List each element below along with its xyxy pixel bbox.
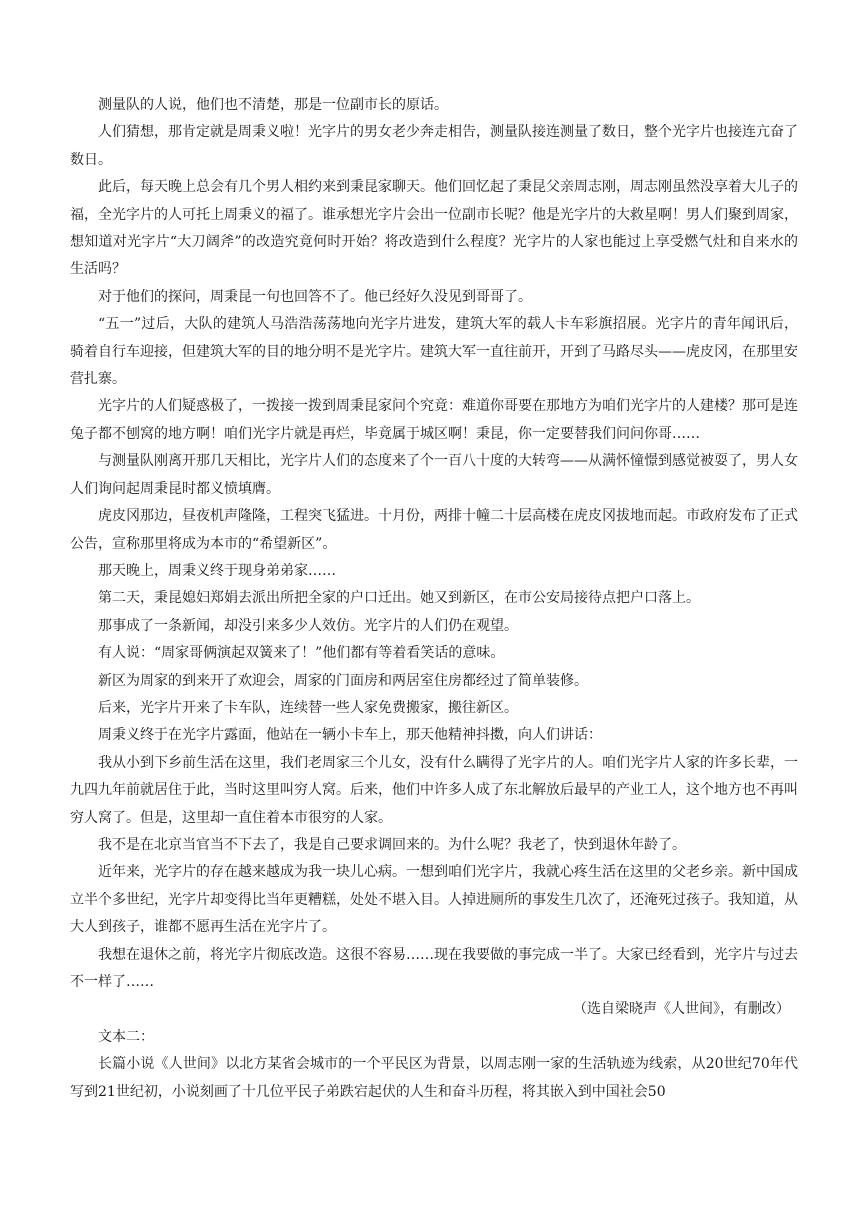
text-two-paragraph-1: 长篇小说《人世间》以北方某省会城市的一个平民区为背景，以周志刚一家的生活轨迹为线索，从20世纪70年代写到21世纪初，小说刻画了十几位平民子弟跌宕起伏的人生和奋斗历程，将其嵌入到中国社会50 [70, 1056, 798, 1100]
document-page [70, 92, 798, 1106]
paragraph-1: 测量队的人说，他们也不清楚，那是一位副市长的原话。 [98, 97, 448, 113]
paragraph-11: 那事成了一条新闻，却没引来多少人效仿。光字片的人们仍在观望。 [98, 617, 518, 634]
paragraph-13: 新区为周家的到来开了欢迎会，周家的门面房和两居室住房都经过了简单装修。 [98, 672, 588, 689]
paragraph-3: 此后，每天晚上总会有几个男人相约来到秉昆家聊天。他们回忆起了秉昆父亲周志刚，周志刚虽然没享着大儿子的福，全光字片的人可托上周秉义的福了。谁承想光字片会出一位副市长呢？他是光字片的大救星啊！男人们聚到周家，想知道对光字片“大刀阔斧”的改造究竟何时开始？将改造到什么程度？光字片的人家也能过上享受燃气灶和自来水的生活吗？ [70, 179, 798, 278]
paragraph-7: 与测量队刚离开那几天相比，光字片人们的态度来了个一百八十度的大转弯——从满怀憧憬到感觉被耍了，男人女人们询问起周秉昆时都义愤填膺。 [70, 453, 798, 497]
paragraph-6: 光字片的人们疑惑极了，一拨接一拨到周秉昆家问个究竟：难道你哥要在那地方为咱们光字片的人建楼？那可是连兔子都不刨窝的地方啊！咱们光字片就是再烂，毕竟属于城区啊！秉昆，你一定要替我们问问你哥…… [70, 398, 798, 442]
paragraph-2: 人们猜想，那肯定就是周秉义啦！光字片的男女老少奔走相告，测量队接连测量了数日，整个光字片也接连亢奋了数日。 [70, 124, 798, 168]
speech-paragraph-2: 我不是在北京当官当不下去了，我是自己要求调回来的。为什么呢？我老了，快到退休年龄了。 [98, 836, 686, 853]
paragraph-15: 周秉义终于在光字片露面，他站在一辆小卡车上，那天他精神抖擞，向人们讲话： [98, 727, 602, 744]
paragraph-9: 那天晚上，周秉义终于现身弟弟家…… [98, 562, 336, 579]
speech-paragraph-3: 近年来，光字片的存在越来越成为我一块儿心病。一想到咱们光字片，我就心疼生活在这里的父老乡亲。新中国成立半个多世纪，光字片却变得比当年更糟糕，处处不堪入目。人掉进厕所的事发生几次了，还淹死过孩子。我知道，从大人到孩子，谁都不愿再生活在光字片了。 [70, 864, 798, 936]
speech-paragraph-4: 我想在退休之前，将光字片彻底改造。这很不容易……现在我要做的事完成一半了。大家已经看到，光字片与过去不一样了…… [70, 946, 798, 990]
section-label-text-two: 文本二： [98, 1028, 154, 1045]
paragraph-8: 虎皮冈那边，昼夜机声隆隆，工程突飞猛进。十月份，两排十幢二十层高楼在虎皮冈拔地而起。市政府发布了正式公告，宣称那里将成为本市的“希望新区”。 [70, 508, 798, 552]
paragraph-5: “五一”过后，大队的建筑人马浩浩荡荡地向光字片进发，建筑大军的载人卡车彩旗招展。光字片的青年闻讯后，骑着自行车迎接，但建筑大军的目的地分明不是光字片。建筑大军一直往前开，开到了马路尽头——虎皮冈，在那里安营扎寨。 [70, 316, 798, 388]
paragraph-14: 后来，光字片开来了卡车队，连续替一些人家免费搬家，搬往新区。 [98, 699, 518, 716]
paragraph-4: 对于他们的探问，周秉昆一句也回答不了。他已经好久没见到哥哥了。 [98, 288, 532, 305]
speech-paragraph-1: 我从小到下乡前生活在这里，我们老周家三个儿女，没有什么瞒得了光字片的人。咱们光字片人家的许多长辈，一九四九年前就居住于此，当时这里叫穷人窝。后来，他们中许多人成了东北解放后最早的产业工人，这个地方也不再叫穷人窝了。但是，这里却一直住着本市很穷的人家。 [70, 754, 798, 826]
paragraph-12: 有人说：“周家哥俩演起双簧来了！”他们都有等着看笑话的意味。 [98, 645, 505, 662]
source-citation: （选自梁晓声《人世间》，有删改） [573, 1001, 790, 1018]
paragraph-10: 第二天，秉昆媳妇郑娟去派出所把全家的户口迁出。她又到新区，在市公安局接待点把户口落上。 [98, 590, 700, 607]
